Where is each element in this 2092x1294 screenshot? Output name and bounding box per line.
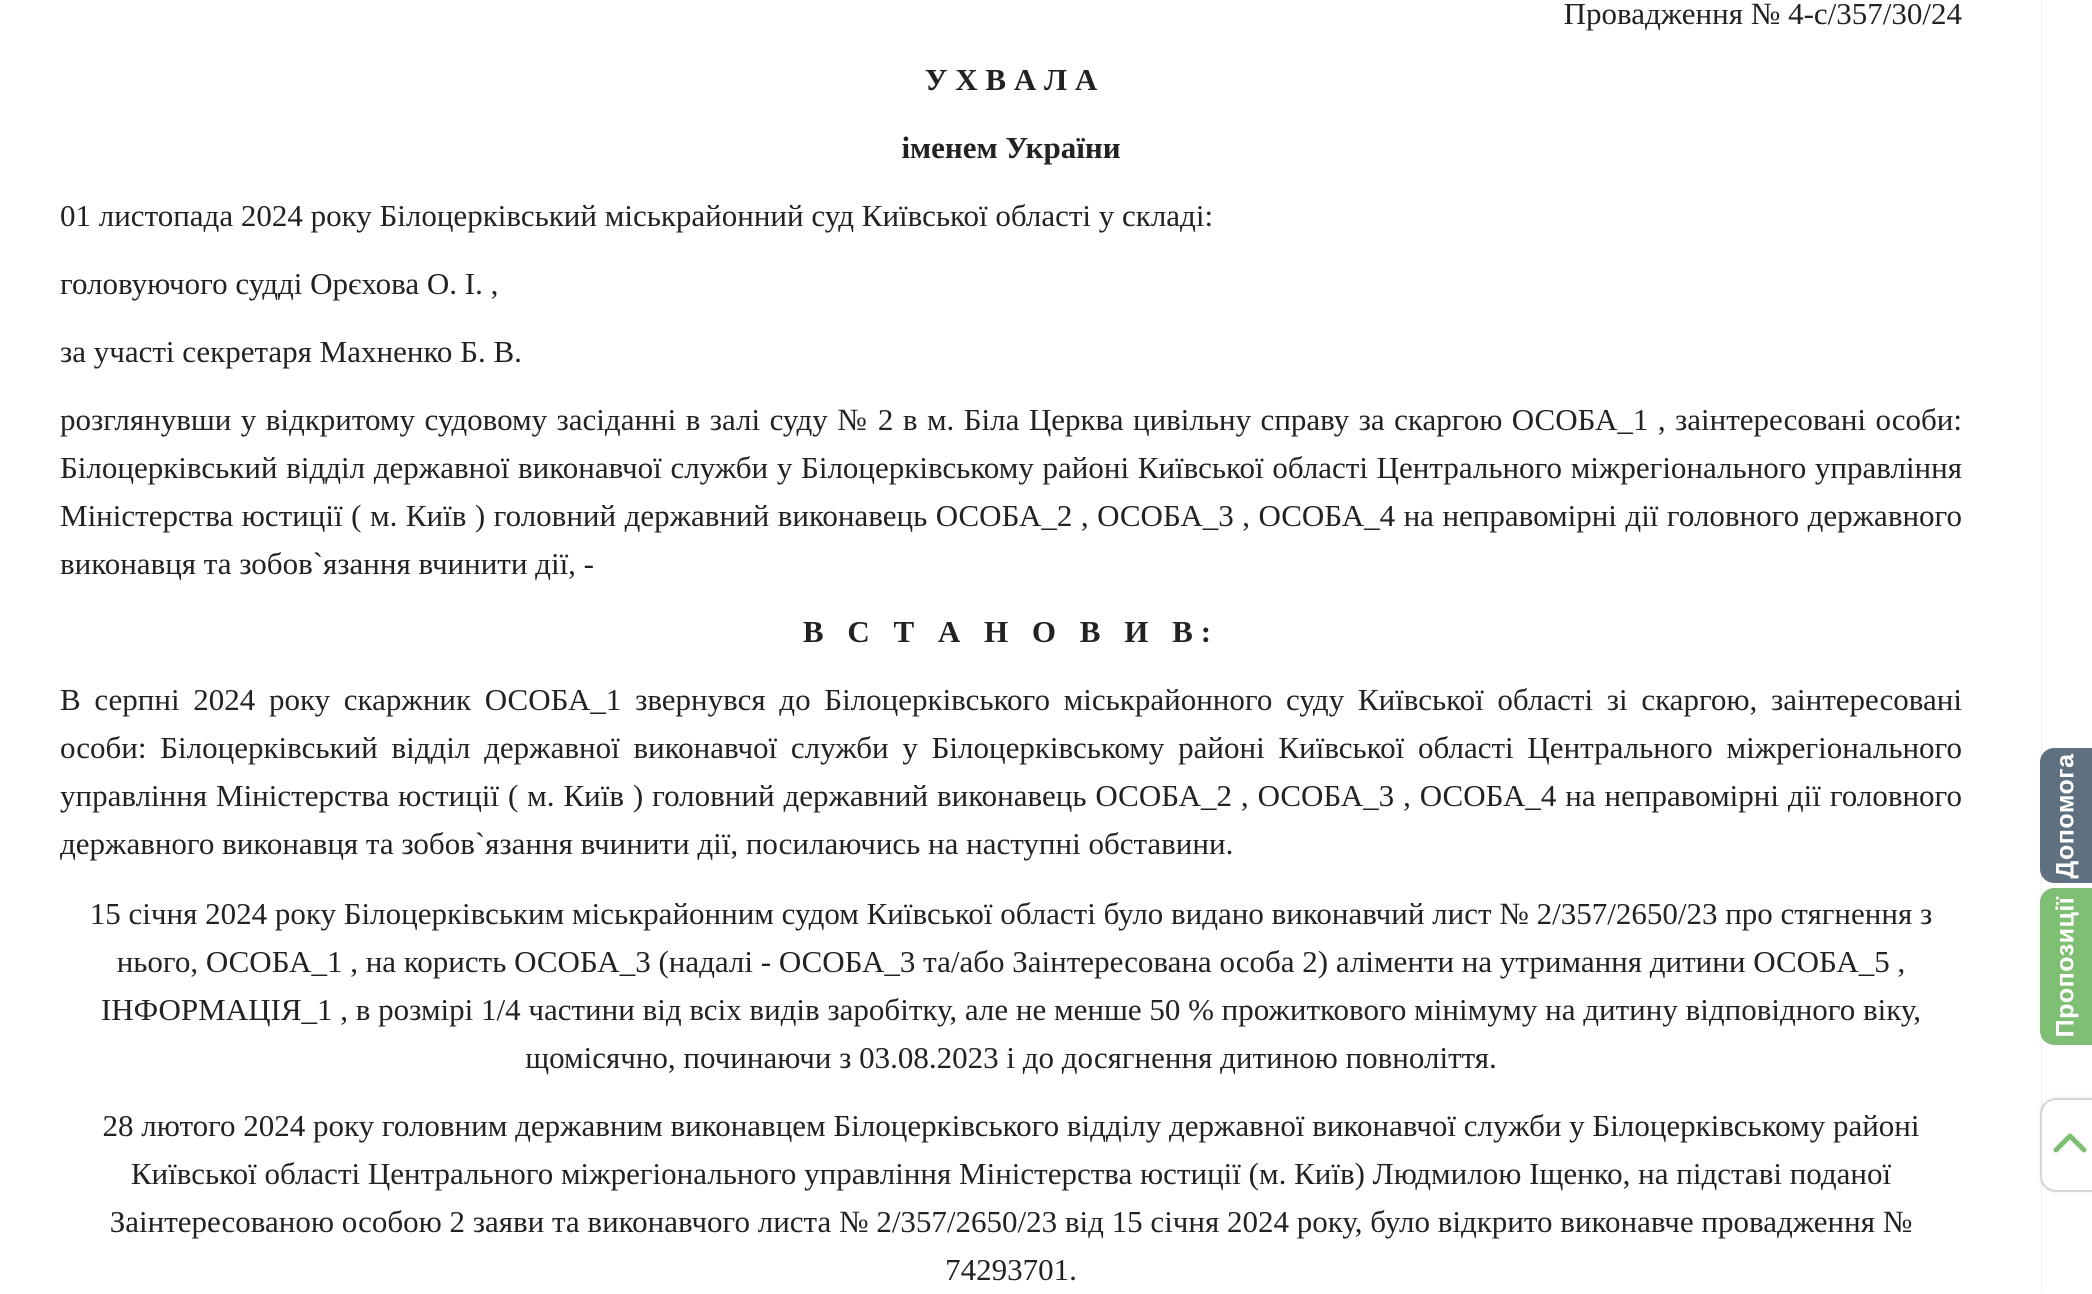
suggestions-tab[interactable] (2040, 888, 2092, 1045)
ruling-subtitle: іменем України (901, 130, 1121, 165)
paragraph-enforcement: 28 лютого 2024 року головним державним виконавцем Білоцерківського відділу державної виконавчої служби у Білоцерківському районі Київської області Центрального міжрегіонального управління Міністерства юстиції (м. Київ) Людмилою Іщенко, на підставі поданої Заінтересованою особою 2 заяви та виконавчого листа № 2/357/2650/23 від 15 січня 2024 року, було відкрито виконавче провадження № 74293701. (102, 1108, 1920, 1287)
paragraph-writ: 15 січня 2024 року Білоцерківським міськрайонним судом Київської області було видано виконавчий лист № 2/357/2650/23 про стягнення з нього, ОСОБА_1 , на користь ОСОБА_3 (надалі - ОСОБА_3 та/або Заінтересована особа 2) аліменти на утримання дитини ОСОБА_5 , ІНФОРМАЦІЯ_1 , в розмірі 1/4 частини від всіх видів заробітку, але не менше 50 % прожиткового мінімуму на дитину відповідного віку, щомісячно, починаючи з 03.08.2023 і до досягнення дитиною повноліття. (89, 896, 1933, 1075)
case-number: Провадження № 4-с/357/30/24 (1563, 0, 1962, 31)
suggestions-tab-label: Пропозиції (2051, 896, 2080, 1037)
intro-paragraph: 01 листопада 2024 року Білоцерківський міськрайонний суд Київської області у складі: (60, 198, 1214, 233)
ruling-title: У Х В А Л А (924, 62, 1098, 97)
help-tab-label: Допомога (2051, 752, 2080, 879)
help-tab[interactable] (2040, 748, 2092, 883)
page-edge-divider (2041, 0, 2042, 1291)
considered-paragraph: розглянувши у відкритому судовому засіданні в залі суду № 2 в м. Біла Церква цивільну справу за скаргою ОСОБА_1 , заінтересовані особи: Білоцерківський відділ державної виконавчої служби у Білоцерківському районі Київської області Центрального міжрегіонального управління Міністерства юстиції ( м. Київ ) головний державний виконавець ОСОБА_2 , ОСОБА_3 , ОСОБА_4 на неправомірні дії головного державного виконавця та зобов`язання вчинити дії, - (60, 402, 1962, 581)
paragraph-complaint: В серпні 2024 року скаржник ОСОБА_1 звернувся до Білоцерківського міськрайонного суду Київської області зі скаргою, заінтересовані особи: Білоцерківський відділ державної виконавчої служби у Білоцерківському районі Київської області Центрального міжрегіонального управління Міністерства юстиції ( м. Київ ) головний державний виконавець ОСОБА_2 , ОСОБА_3 , ОСОБА_4 на неправомірні дії головного державного виконавця та зобов`язання вчинити дії, посилаючись на наступні обставини. (60, 682, 1962, 861)
chevron-up-icon (2052, 1128, 2088, 1156)
secretary-paragraph: за участі секретаря Махненко Б. В. (60, 334, 522, 369)
judge-paragraph: головуючого судді Орєхова О. І. , (60, 266, 499, 301)
established-heading: В С Т А Н О В И В: (802, 614, 1220, 649)
scroll-to-top-button[interactable] (2040, 1098, 2092, 1192)
